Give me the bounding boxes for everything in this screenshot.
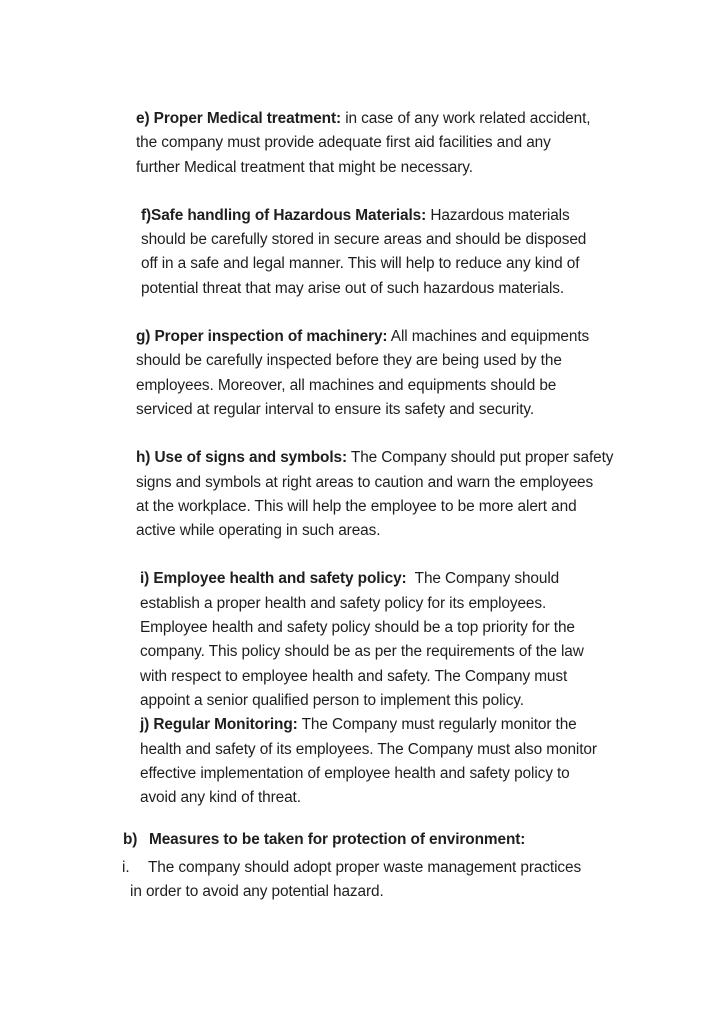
text-line: company. This policy should be as per the requirements of the law <box>140 643 584 661</box>
paragraph-i <box>140 567 724 713</box>
text-line <box>136 107 724 131</box>
text-line: the company must provide adequate first aid facilities and any <box>136 134 551 152</box>
text-line: Employee health and safety policy should be a top priority for the <box>140 619 575 637</box>
paragraph-i-first-text: The Company should <box>406 570 560 588</box>
text-line <box>136 325 724 349</box>
text-line: further Medical treatment that might be necessary. <box>136 158 473 176</box>
text-line: active while operating in such areas. <box>136 522 381 540</box>
paragraph-i-label: i) Employee health and safety policy: <box>140 570 407 588</box>
text-line: in order to avoid any potential hazard. <box>130 883 384 901</box>
text-line: potential threat that may arise out of such hazardous materials. <box>141 279 565 297</box>
paragraph-g-first-text: All machines and equipments <box>387 328 590 346</box>
paragraph-j <box>140 713 724 810</box>
text-line: effective implementation of employee health and safety policy to <box>140 764 570 782</box>
text-line: should be carefully stored in secure areas and should be disposed <box>141 231 587 249</box>
section-b-heading-text: Measures to be taken for protection of environment: <box>149 831 526 849</box>
text-line <box>122 856 724 880</box>
section-b-heading <box>123 828 724 852</box>
text-line: at the workplace. This will help the employee to be more alert and <box>136 497 577 515</box>
text-line <box>141 204 724 228</box>
text-line: health and safety of its employees. The Company must also monitor <box>140 740 597 758</box>
text-line: off in a safe and legal manner. This will help to reduce any kind of <box>141 255 580 273</box>
paragraph-h-label: h) Use of signs and symbols: <box>136 449 347 467</box>
text-line: serviced at regular interval to ensure its safety and security. <box>136 400 535 418</box>
paragraph-e <box>136 107 724 180</box>
list-item-i <box>122 856 724 905</box>
paragraph-f-label: f)Safe handling of Hazardous Materials: <box>141 206 427 224</box>
text-line: establish a proper health and safety policy for its employees. <box>140 594 547 612</box>
paragraph-g <box>136 325 724 422</box>
paragraph-f <box>141 204 724 301</box>
paragraph-j-label: j) Regular Monitoring: <box>140 716 298 734</box>
text-line: employees. Moreover, all machines and equipments should be <box>136 376 557 394</box>
paragraph-h <box>136 446 724 543</box>
paragraph-j-first-text: The Company must regularly monitor the <box>297 716 577 734</box>
paragraph-e-first-text: in case of any work related accident, <box>341 110 591 127</box>
list-item-i-marker: i. <box>122 858 130 876</box>
text-line <box>140 567 724 591</box>
text-line <box>136 446 724 470</box>
text-line: signs and symbols at right areas to caution and warn the employees <box>136 473 594 491</box>
text-line: avoid any kind of threat. <box>140 789 301 807</box>
paragraph-g-label: g) Proper inspection of machinery: <box>136 328 388 346</box>
text-line: should be carefully inspected before they are being used by the <box>136 352 562 370</box>
heading-line <box>123 828 724 852</box>
paragraph-h-first-text: The Company should put proper safety <box>347 449 614 467</box>
paragraph-e-label: e) Proper Medical treatment: <box>136 110 342 127</box>
text-line: appoint a senior qualified person to implement this policy. <box>140 691 524 709</box>
section-b-marker: b) <box>123 831 138 849</box>
list-item-i-text: The company should adopt proper waste management practices <box>148 858 582 876</box>
text-line <box>140 713 724 737</box>
text-line: with respect to employee health and safety. The Company must <box>140 667 568 685</box>
paragraph-f-first-text: Hazardous materials <box>426 206 570 224</box>
